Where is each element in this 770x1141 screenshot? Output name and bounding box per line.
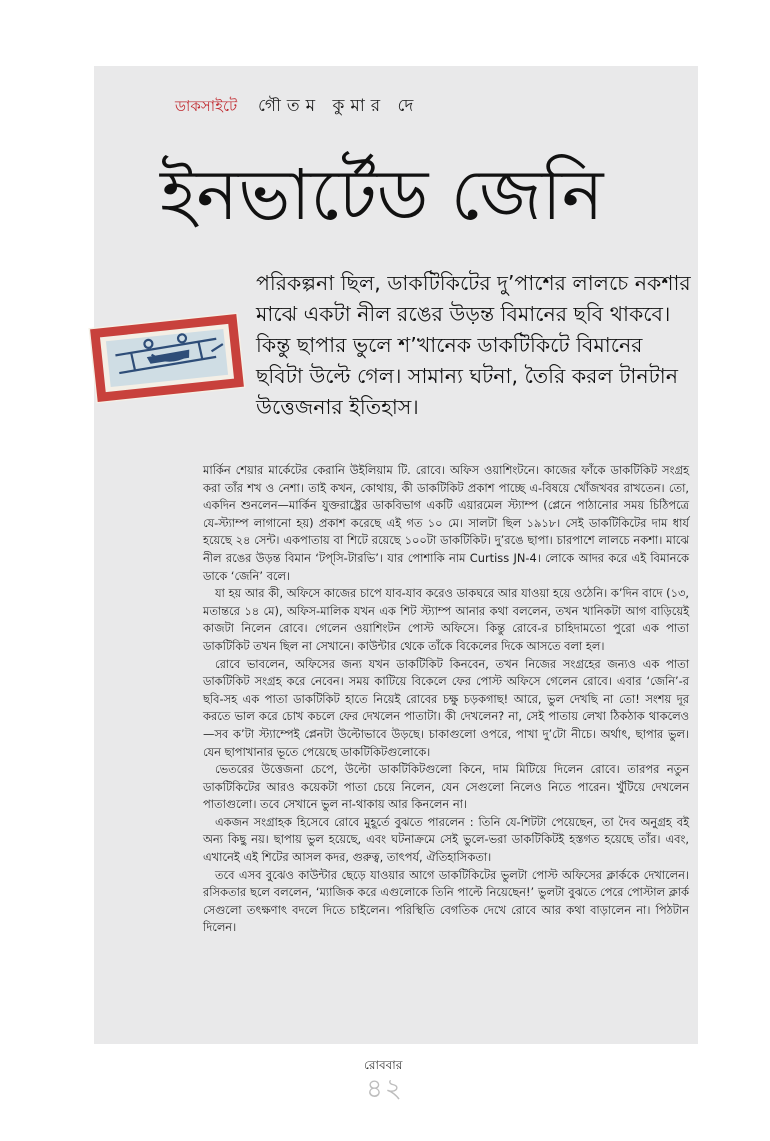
author-name: গৌতম কুমার দে [258,96,420,116]
inverted-jenny-stamp-image [88,312,245,403]
body-paragraph-5: একজন সংগ্রাহক হিসেবে রোবে মুহূর্তে বুঝতে পারলেন : তিনি যে-শিটটা পেয়েছেন, তা দৈব অনুগ্রহ বই অন্য কিছু নয়। ছাপায় ভুল হয়েছে, এবং ঘটনাক্রমে সেই ভুলে-ভরা ডাকটিকিটই হস্তগত হয়েছে তাঁর। এবং, এখানেই এই শিটের আসল কদর, গুরুত্ব, তাৎপর্য, ঐতিহাসিকতা। [203,814,689,865]
article-body [203,462,689,937]
body-paragraph-2: যা হয় আর কী, অফিসে কাজের চাপে যাব-যাব করেও ডাকঘরে আর যাওয়া হয়ে ওঠেনি। ক’দিন বাদে (১৩, মতান্তরে ১৪ মে), অফিস-মালিক যখন এক শিট স্ট্যাম্প আনার কথা বললেন, তখন খানিকটা আগ বাড়িয়েই কাজটা নিলেন রোবে। গেলেন ওয়াশিংটন পোস্ট অফিসে। কিন্তু রোবে-র চাহিদামতো পুরো এক পাতা ডাকটিকিট তখন ছিল না সেখানে। কাউন্টার থেকে তাঁকে বিকেলের দিকে আসতে বলা হল। [203,586,689,653]
body-paragraph-6: তবে এসব বুঝেও কাউন্টার ছেড়ে যাওয়ার আগে ডাকটিকিটের ভুলটা পোস্ট অফিসের ক্লার্ককে দেখালেন। রসিকতার ছলে বললেন, ‘ম্যাজিক করে এগুলোকে তিনি পাল্টে নিয়েছেন!’ ভুলটা বুঝতে পেরে পোস্টাল ক্লার্ক সেগুলো তৎক্ষণাৎ বদলে দিতে চাইলেন। পরিস্থিতি বেগতিক দেখে রোবে আর কথা বাড়ালেন না। পিঠটান দিলেন। [203,867,689,935]
magazine-name: রোববার [364,1058,403,1072]
body-paragraph-3: রোবে ভাবলেন, অফিসের জন্য যখন ডাকটিকিট কিনবেন, তখন নিজের সংগ্রহের জন্যও এক পাতা ডাকটিকিট সংগ্রহ করে নেবেন। সময় কাটিয়ে বিকেলে ফের পোস্ট অফিসে গেলেন রোবে। এবার ‘জেনি’-র ছবি-সহ এক পাতা ডাকটিকিট হাতে নিয়েই রোবের চক্ষু চড়কগাছ! আরে, ভুল দেখছি না তো! সংশয় দূর করতে ভাল করে চোখ কচলে ফের দেখলেন পাতাটা। কী দেখলেন? না, সেই পাতায় লেখা ঠিকঠাক থাকলেও—সব ক’টা স্ট্যাম্পেই প্লেনটা উল্টোভাবে উড়ছে। চাকাগুলো ওপরে, পাখা দু’টো নীচে। অর্থাৎ, ছাপার ভুল। যেন ছাপাখানার ভূতে পেয়েছে ডাকটিকিটগুলোকে। [203,656,689,759]
body-paragraph-4: ভেতরের উত্তেজনা চেপে, উল্টো ডাকটিকিটগুলো কিনে, দাম মিটিয়ে দিলেন রোবে। তারপর নতুন ডাকটিকিটের আরও কয়েকটা পাতা চেয়ে নিলেন, যেন সেগুলো নিলেও নিতে পারেন। খুঁটিয়ে দেখলেন পাতাগুলো। তবে সেখানে ভুল না-থাকায় আর কিনলেন না। [203,762,689,812]
page-number: ৪২ [366,1074,404,1104]
article-title: ইনভার্টেড জেনি [160,154,604,236]
body-paragraph-1: মার্কিন শেয়ার মার্কেটের কেরানি উইলিয়াম টি. রোবে। অফিস ওয়াশিংটনে। কাজের ফাঁকে ডাকটিকিট সংগ্রহ করা তাঁর শখ ও নেশা। তাই কখন, কোথায়, কী ডাকটিকিট প্রকাশ পাচ্ছে এ-বিষয়ে খোঁজখবর রাখতেন। তো, একদিন শুনলেন—মার্কিন যুক্তরাষ্ট্রের ডাকবিভাগ একটি এয়ারমেল স্ট্যাম্প (প্লেনে পাঠানোর সময় চিঠিপত্রে যে-স্ট্যাম্প লাগানো হয়) প্রকাশ করেছে এই গত ১০ মে। সালটা ছিল ১৯১৮। সেই ডাকটিকিটের দাম ধার্য হয়েছে ২৪ সেন্ট। একপাতায় বা শিটে রয়েছে ১০০টা ডাকটিকিট। দু’রঙে ছাপা। চারপাশে লালচে নকশা। মাঝে নীল রঙের উড়ন্ত বিমান ‘টপ্‌সি-টারভি’। যার পোশাকি নাম Curtiss JN-4। লোকে আদর করে এই বিমানকে ডাকে ‘জেনি’ বলে। [203,463,689,583]
section-tag: ডাকসাইটে [175,97,238,115]
article-intro: পরিকল্পনা ছিল, ডাকটিকিটের দু’পাশের লালচে নকশার মাঝে একটা নীল রঙের উড়ন্ত বিমানের ছবি থাকবে। কিন্তু ছাপার ভুলে শ’খানেক ডাকটিকিটে বিমানের ছবিটা উল্টে গেল। সামান্য ঘটনা, তৈরি করল টানটান উত্তেজনার ইতিহাস। [256,271,691,419]
